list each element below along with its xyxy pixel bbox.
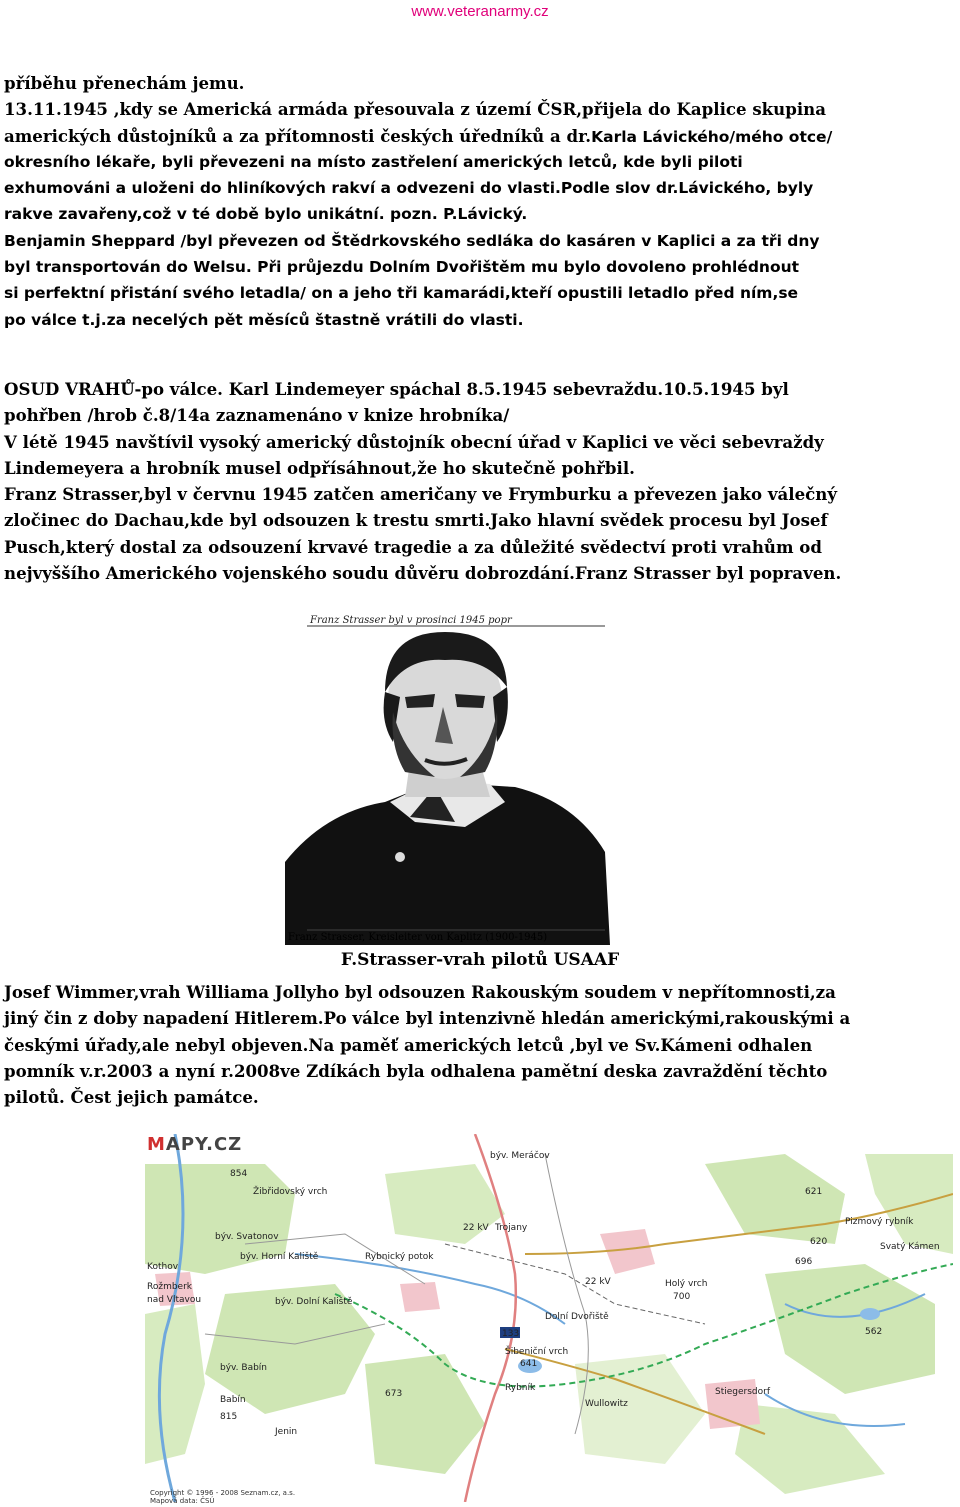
map-label: 815 bbox=[220, 1412, 238, 1422]
map-copyright bbox=[150, 1489, 295, 1505]
text-line bbox=[4, 123, 956, 149]
map-label: 641 bbox=[520, 1359, 538, 1369]
map-label: Stiegersdorf bbox=[715, 1387, 771, 1397]
text-line: zločinec do Dachau,kde byl odsouzen k trestu smrti.Jako hlavní svědek procesu byl Josef bbox=[4, 510, 828, 531]
map-label: Žibřidovský vrch bbox=[253, 1187, 328, 1197]
map-label: 22 kV bbox=[463, 1223, 489, 1233]
map-label: 700 bbox=[673, 1292, 691, 1302]
map-label: Šibeniční vrch bbox=[505, 1347, 569, 1357]
text-segment: exhumováni a uloženi do hliníkových rakví a odvezeni do vlasti. bbox=[4, 179, 561, 198]
map-label: 854 bbox=[230, 1169, 248, 1179]
map-label: 562 bbox=[865, 1327, 883, 1337]
map-logo bbox=[147, 1134, 242, 1155]
text-line: příběhu přenechám jemu. bbox=[4, 73, 245, 93]
text-line: Franz Strasser,byl v červnu 1945 zatčen američany ve Frymburku a převezen jako válečný bbox=[4, 484, 837, 505]
paragraph-fate-of-murderers bbox=[4, 376, 956, 586]
paragraph-intro bbox=[4, 70, 956, 333]
text-line: českými úřady,ale nebyl objeven.Na paměť amerických letců ,byl ve Sv.Kámeni odhalen bbox=[4, 1034, 813, 1055]
text-segment: Podle slov dr. bbox=[560, 179, 679, 198]
map-label: nad Vltavou bbox=[147, 1295, 202, 1305]
map-label: býv. Svatonov bbox=[215, 1232, 279, 1242]
text-line: pilotů. Čest jejich památce. bbox=[4, 1087, 259, 1108]
map-copyright-line: Mapová data: ČSÚ bbox=[150, 1497, 215, 1505]
text-line: V létě 1945 navštívil vysoký americký důstojník obecní úřad v Kaplici ve věci sebevraždy bbox=[4, 431, 824, 452]
map-label: Dolní Dvořiště bbox=[545, 1312, 609, 1322]
figure-caption: F.Strasser-vrah pilotů USAAF bbox=[340, 950, 620, 970]
map-copyright-line: Copyright © 1996 - 2008 Seznam.cz, a.s. bbox=[150, 1489, 296, 1497]
map-label: 22 kV bbox=[585, 1277, 611, 1287]
text-segment: amerických důstojníků a za přítomnosti českých úředníků a dr. bbox=[4, 125, 592, 146]
road-number: 133 bbox=[502, 1329, 520, 1339]
map-label: Wullowitz bbox=[585, 1399, 628, 1409]
map-label: Rožmberk bbox=[147, 1282, 193, 1292]
photo-caption: Franz Strasser, Kreisleiter von Kaplitz (1900-1945) bbox=[288, 932, 548, 943]
map-logo-text: APY.CZ bbox=[165, 1134, 243, 1155]
text-line: Benjamin Sheppard /byl převezen od Štědrkovského sedláka do kasáren v Kaplici a za tři dny bbox=[4, 231, 820, 250]
map-label: 621 bbox=[805, 1187, 823, 1197]
paragraph-wimmer bbox=[4, 979, 956, 1110]
map-label: býv. Meráčov bbox=[490, 1151, 550, 1161]
map-label: býv. Dolní Kaliště bbox=[275, 1297, 353, 1307]
map-label: Rybnický potok bbox=[365, 1252, 434, 1262]
map-label: Babín bbox=[220, 1395, 246, 1405]
photo-handwriting: Franz Strasser byl v prosinci 1945 popr bbox=[310, 615, 512, 626]
map-label: býv. Horní Kaliště bbox=[240, 1252, 319, 1262]
text-line: Josef Wimmer,vrah Williama Jollyho byl odsouzen Rakouským soudem v nepřítomnosti,za bbox=[4, 982, 836, 1002]
text-line: pomník v.r.2003 a nyní r.2008ve Zdíkách byla odhalena pamětní deska zavraždění těchto bbox=[4, 1060, 828, 1081]
map-image bbox=[145, 1134, 953, 1502]
text-line: byl transportován do Welsu. Při průjezdu Dolním Dvořištěm mu bylo dovoleno prohlédnout bbox=[4, 258, 800, 277]
map-label: 696 bbox=[795, 1257, 813, 1267]
map-label: býv. Babín bbox=[220, 1363, 267, 1373]
text-segment: Karla Lávického/mého otce/ bbox=[591, 127, 833, 146]
map-label: Jenin bbox=[275, 1427, 298, 1437]
text-line bbox=[4, 175, 956, 201]
map-label: Holý vrch bbox=[665, 1279, 708, 1289]
text-line: Pusch,který dostal za odsouzení krvavé tragedie a za důležité svědectví proti vrahům od bbox=[4, 536, 822, 557]
map-label: Trojany bbox=[495, 1223, 528, 1233]
text-line: nejvyššího Amerického vojenského soudu důvěru dobrozdání.Franz Strasser byl popraven. bbox=[4, 563, 842, 584]
text-line: OSUD VRAHŮ-po válce. Karl Lindemeyer spáchal 8.5.1945 sebevraždu.10.5.1945 byl bbox=[4, 379, 789, 399]
text-line: jiný čin z doby napadení Hitlerem.Po válce byl intenzivně hledán americkými,rakouskými a bbox=[4, 1008, 851, 1029]
text-line: rakve zavařeny,což v té době bylo unikátní. pozn. P.Lávický. bbox=[4, 205, 528, 224]
map-label: Svatý Kámen bbox=[880, 1242, 940, 1252]
map-label: Pizmový rybník bbox=[845, 1217, 914, 1227]
map-label: Rybník bbox=[505, 1383, 536, 1393]
map-label: 620 bbox=[810, 1237, 828, 1247]
map-graphic bbox=[145, 1134, 953, 1502]
map-label: 673 bbox=[385, 1389, 403, 1399]
site-url[interactable]: www.veteranarmy.cz bbox=[411, 3, 549, 20]
map-label: Kothov bbox=[147, 1262, 179, 1272]
text-line: po válce t.j.za necelých pět měsíců štastně vrátili do vlasti. bbox=[4, 310, 524, 329]
portrait-image bbox=[285, 612, 610, 945]
text-line: 13.11.1945 ,kdy se Americká armáda přesouvala z území ČSR,přijela do Kaplice skupina bbox=[4, 99, 826, 120]
text-line: okresního lékaře, byli převezeni na místo zastřelení amerických letců, kde byli piloti bbox=[4, 152, 743, 171]
text-line: si perfektní přistání svého letadla/ on a jeho tři kamarádi,kteří opustili letadlo před ním,se bbox=[4, 284, 799, 303]
text-line: pohřben /hrob č.8/14a zaznamenáno v knize hrobníka/ bbox=[4, 405, 510, 426]
text-segment: Lávického, byly bbox=[678, 179, 814, 198]
map-logo-m: M bbox=[147, 1134, 166, 1155]
text-line: Lindemeyera a hrobník musel odpřísáhnout,že ho skutečně pohřbil. bbox=[4, 457, 635, 478]
portrait-photo bbox=[285, 612, 610, 945]
